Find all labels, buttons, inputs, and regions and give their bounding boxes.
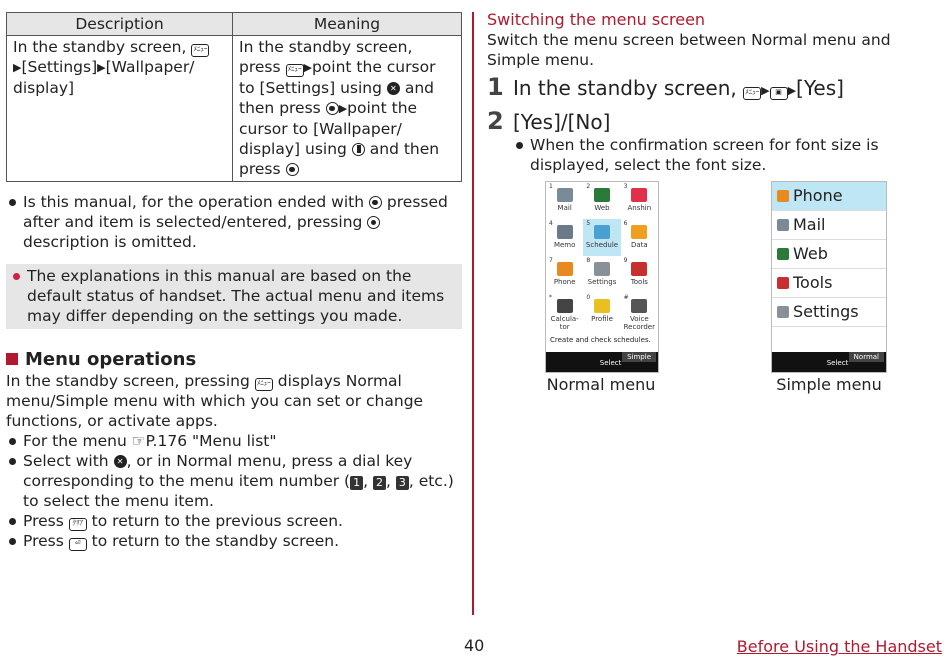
meaning-text: press [239, 58, 281, 76]
clear-key-icon: ｸﾘｱ [69, 518, 87, 531]
end-bullet [6, 531, 462, 551]
item-label: Calcula-tor [550, 315, 579, 331]
item-label: Data [630, 241, 648, 249]
item-label: Tools [630, 278, 648, 286]
center-key-icon [369, 196, 382, 209]
item-label: Voice Recorder [623, 315, 655, 331]
step-number: 2 [487, 107, 504, 135]
simple-menu-item[interactable] [772, 269, 886, 298]
item-number: 6 [623, 220, 628, 227]
meaning-text: to [Settings] using [239, 79, 382, 97]
step-text: [Yes] [796, 76, 844, 100]
right-column [487, 10, 942, 175]
item-number: 4 [549, 220, 553, 227]
meaning-text: point the [347, 99, 418, 117]
dial-key-3-icon: 3 [396, 476, 409, 490]
arrow-icon: ▶ [761, 84, 770, 97]
description-cell [7, 36, 233, 182]
menu-item-icon [557, 299, 573, 313]
intro-text: In the standby screen, pressing [6, 372, 250, 390]
meaning-text: and [404, 79, 434, 97]
softkey-bar [546, 352, 658, 372]
simple-tab: Simple [622, 352, 656, 362]
bullet-text: after and item is selected/entered, pressing [23, 213, 363, 231]
item-label: Memo [553, 241, 576, 249]
end-key-icon: ⏎ [69, 538, 87, 551]
arrow-icon: ▶ [97, 61, 106, 74]
simple-menu-item[interactable] [772, 240, 886, 269]
menu-intro [6, 371, 462, 431]
normal-menu-item[interactable] [583, 219, 620, 256]
menu-key-icon: ﾒﾆｭｰ [286, 64, 304, 77]
desc-text: In the standby screen, [13, 38, 187, 56]
table-header-description: Description [7, 13, 233, 36]
menu-item-icon [594, 188, 610, 202]
simple-menu-item[interactable] [772, 298, 886, 327]
bullet-text: Is this manual, for the operation ended with [23, 193, 365, 211]
menu-hint: Create and check schedules. [550, 336, 651, 344]
item-number: 3 [623, 183, 628, 190]
menu-list-bullet: For the menu ☞P.176 "Menu list" [6, 431, 462, 451]
normal-menu-item[interactable] [621, 219, 658, 256]
item-label: Phone [793, 186, 843, 205]
desc-display: display] [13, 79, 75, 97]
normal-menu-item[interactable] [621, 182, 658, 219]
note-text: The explanations in this manual are based on the default status of handset. The actual menu and items may differ depending on the settings you made. [10, 266, 458, 326]
bullet-text: description is omitted. [23, 233, 197, 251]
item-label: Phone [553, 278, 576, 286]
section-link[interactable]: Before Using the Handset [736, 637, 942, 656]
normal-menu-item[interactable] [621, 256, 658, 293]
normal-menu-screenshot [545, 181, 659, 373]
simple-menu-list [772, 182, 886, 327]
multi-key-icon [114, 455, 127, 468]
normal-menu-item[interactable] [621, 293, 658, 330]
switching-heading: Switching the menu screen [487, 10, 706, 29]
menu-item-icon [631, 225, 647, 239]
arrow-icon: ▶ [13, 61, 22, 74]
center-key-icon [367, 216, 380, 229]
item-label: Settings [587, 278, 617, 286]
menu-item-icon [557, 188, 573, 202]
step-1 [487, 74, 942, 104]
menu-item-icon [557, 262, 573, 276]
bullet-text: , or in Normal menu, press a dial key corresponding to the menu item number ( [23, 452, 413, 490]
menu-key-icon: ﾒﾆｭｰ [191, 44, 209, 57]
bullet-text: Press [23, 512, 64, 530]
menu-key-icon: ﾒﾆｭｰ [743, 87, 761, 100]
step-text: [Yes]/[No] [513, 110, 611, 134]
normal-menu-item[interactable] [546, 182, 583, 219]
bullet-text: Select with [23, 452, 109, 470]
item-number: 2 [586, 183, 591, 190]
intro-text: displays Normal menu/Simple menu with which you can set or change functions, or activate apps. [6, 372, 424, 430]
item-label: Schedule [585, 241, 619, 249]
select-bullet: Select with ✕ , or in Normal menu, press a dial key corresponding to the menu item number ( 1 , 2 , 3 , etc.) to select the menu item. [6, 451, 462, 511]
normal-menu-caption: Normal menu [546, 375, 656, 394]
item-number: 1 [549, 183, 553, 190]
bullet-text: to return to the standby screen. [91, 532, 340, 550]
simple-menu-caption: Simple menu [776, 375, 882, 394]
dial-key-1-icon: 1 [350, 476, 363, 490]
arrow-icon: ▶ [338, 102, 348, 115]
item-label: Tools [793, 273, 833, 292]
step-text: In the standby screen, [513, 76, 737, 100]
item-label: Settings [793, 302, 859, 321]
meaning-text: then press [239, 99, 321, 117]
meaning-text: and then [369, 140, 440, 158]
menu-item-icon [631, 299, 647, 313]
arrow-icon: ▶ [787, 84, 797, 97]
step-number: 1 [487, 73, 504, 101]
square-bullet-icon [6, 353, 18, 365]
heading-text: Menu operations [25, 349, 197, 370]
item-number: # [623, 294, 629, 301]
select-softkey: Select [599, 359, 622, 367]
item-number: 8 [586, 257, 591, 264]
bullet-text: Press [23, 532, 64, 550]
simple-menu-screenshot [771, 181, 887, 373]
menu-item-icon [631, 262, 647, 276]
table-header-meaning: Meaning [233, 13, 462, 36]
normal-menu-item[interactable] [546, 256, 583, 293]
menu-item-icon [777, 190, 789, 202]
meaning-text: point the cursor [311, 58, 436, 76]
item-label: Anshin [627, 204, 652, 212]
meaning-text: In the standby screen, [239, 38, 413, 56]
bullet-text: pressed [386, 193, 448, 211]
column-divider [472, 12, 474, 615]
normal-menu-item[interactable] [583, 293, 620, 330]
item-number: 5 [586, 220, 591, 227]
normal-menu-item[interactable] [583, 182, 620, 219]
menu-item-icon [594, 299, 610, 313]
step-2 [487, 108, 942, 135]
bullet-text: to return to the previous screen. [91, 512, 343, 530]
normal-menu-item[interactable] [546, 293, 583, 330]
item-number: * [549, 294, 552, 301]
center-key-icon [326, 102, 339, 115]
softkey-bar [772, 352, 886, 372]
menu-key-icon: ﾒﾆｭｰ [255, 378, 273, 391]
menu-item-icon [777, 248, 789, 260]
menu-item-icon [777, 219, 789, 231]
item-number: 9 [623, 257, 628, 264]
meaning-text: press [239, 160, 281, 178]
item-label: Profile [591, 315, 613, 323]
menu-item-icon [631, 188, 647, 202]
simple-menu-item[interactable] [772, 211, 886, 240]
meaning-text: cursor to [Wallpaper/ [239, 120, 402, 138]
select-softkey: Select [826, 359, 849, 367]
menu-item-icon [594, 262, 610, 276]
font-size-bullet: When the confirmation screen for font size is displayed, select the font size. [513, 135, 942, 175]
item-label: Mail [557, 204, 572, 212]
page-number: 40 [464, 636, 485, 655]
description-table [6, 12, 462, 182]
normal-menu-item[interactable] [546, 219, 583, 256]
dial-key-2-icon: 2 [373, 476, 386, 490]
item-number: 0 [586, 294, 591, 301]
clear-bullet [6, 511, 462, 531]
note-box [6, 264, 462, 329]
desc-wallpaper: [Wallpaper/ [105, 58, 195, 76]
switching-intro: Switch the menu screen between Normal menu and Simple menu. [487, 31, 891, 69]
bullet-text: etc.) to select the menu item. [23, 472, 454, 510]
normal-menu-item[interactable] [583, 256, 620, 293]
menu-item-icon [594, 225, 610, 239]
multi-key-icon [387, 82, 400, 95]
meaning-text: display] using [239, 140, 347, 158]
item-label: Mail [793, 215, 826, 234]
item-label: Web [594, 204, 610, 212]
meaning-cell [233, 36, 462, 182]
menu-item-icon [777, 277, 789, 289]
normal-menu-grid [546, 182, 658, 330]
operation-bullet [6, 192, 462, 252]
simple-menu-item[interactable] [772, 182, 886, 211]
up-down-key-icon [352, 143, 365, 156]
normal-tab: Normal [849, 352, 884, 362]
menu-item-icon [777, 306, 789, 318]
left-column [6, 12, 462, 551]
center-key-icon [286, 163, 299, 176]
item-label: Web [793, 244, 828, 263]
menu-operations-heading [6, 349, 462, 371]
desc-settings: [Settings] [21, 58, 98, 76]
softkey-icon: ▣ [770, 87, 788, 100]
arrow-icon: ▶ [303, 61, 312, 74]
item-number: 7 [549, 257, 553, 264]
menu-item-icon [557, 225, 573, 239]
